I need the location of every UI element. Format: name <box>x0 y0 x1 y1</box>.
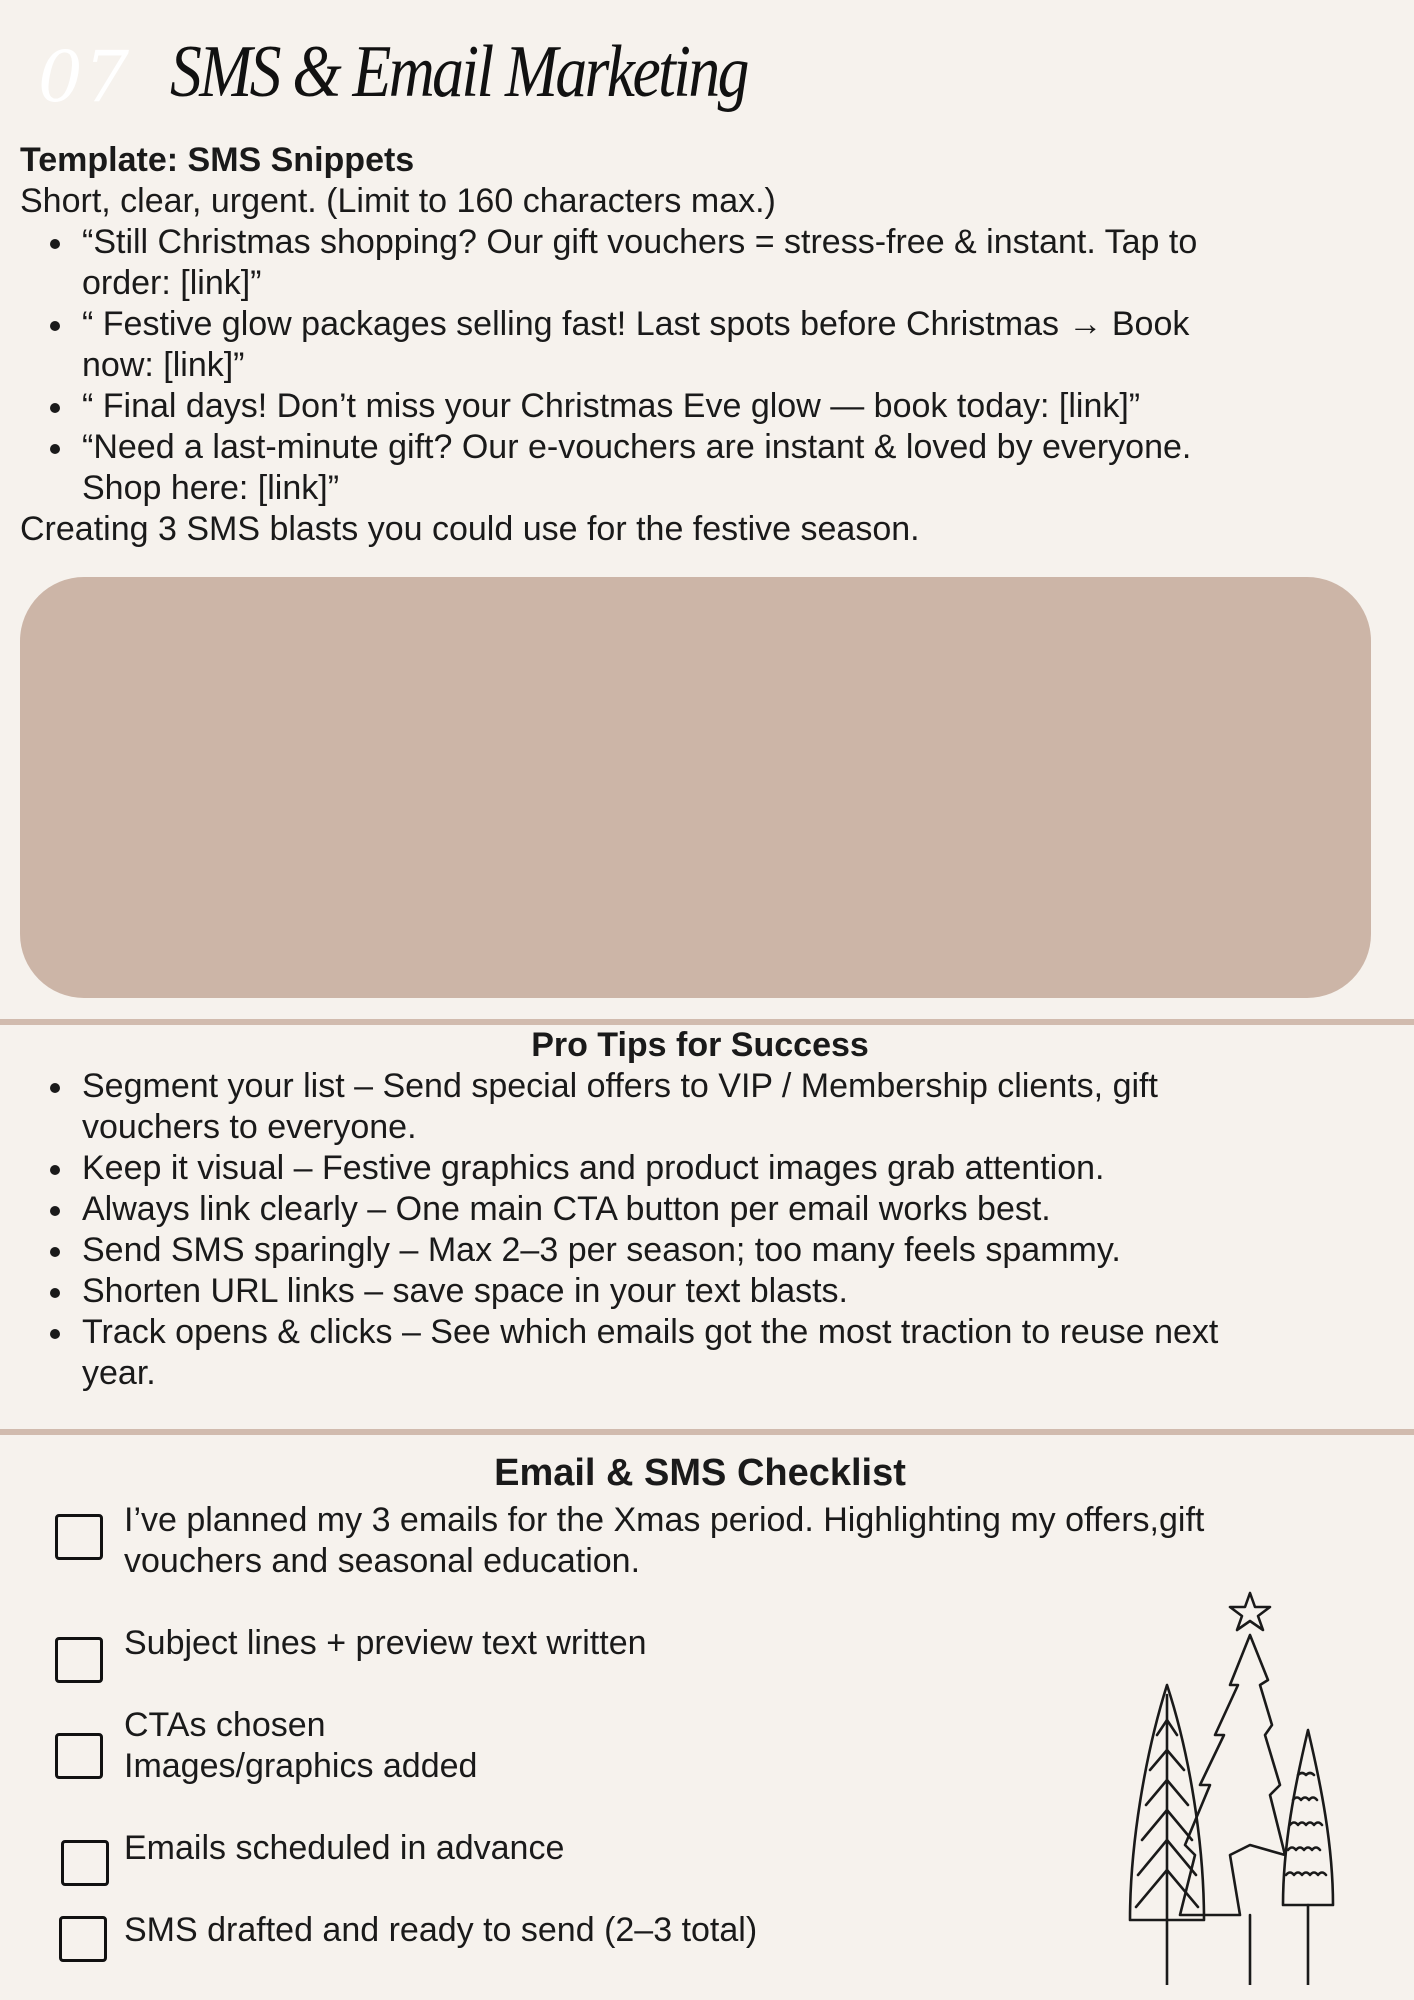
christmas-trees-icon <box>1120 1585 1370 1985</box>
pro-tips-section <box>20 1025 1380 1394</box>
pro-tips-title: Pro Tips for Success <box>531 1026 869 1064</box>
checkbox[interactable] <box>55 1637 103 1683</box>
list-item: “Still Christmas shopping? Our gift vouchers = stress-free & instant. Tap to order: [link]” <box>82 222 1380 304</box>
page-header <box>38 30 1338 130</box>
sms-subheading: Short, clear, urgent. (Limit to 160 characters max.) <box>20 182 776 220</box>
sms-heading: Template: SMS Snippets <box>20 141 415 179</box>
list-item: “ Final days! Don’t miss your Christmas Eve glow — book today: [link]” <box>82 386 1380 427</box>
checkbox[interactable] <box>61 1840 109 1886</box>
list-item: Shorten URL links – save space in your text blasts. <box>82 1271 1380 1312</box>
list-item: “Need a last-minute gift? Our e-vouchers are instant & loved by everyone. Shop here: [link]” <box>82 427 1380 509</box>
list-item: Keep it visual – Festive graphics and product images grab attention. <box>82 1148 1380 1189</box>
list-item: “ Festive glow packages selling fast! Last spots before Christmas → Book now: [link]” <box>82 304 1380 386</box>
sms-snippet-list <box>20 222 1380 509</box>
sms-prompt: Creating 3 SMS blasts you could use for the festive season. <box>20 510 920 548</box>
page-title: SMS & Email Marketing <box>170 31 747 113</box>
checklist-title: Email & SMS Checklist <box>494 1452 906 1494</box>
list-item: Segment your list – Send special offers to VIP / Membership clients, gift vouchers to everyone. <box>82 1066 1380 1148</box>
list-item: Always link clearly – One main CTA button per email works best. <box>82 1189 1380 1230</box>
list-item: Send SMS sparingly – Max 2–3 per season; too many feels spammy. <box>82 1230 1380 1271</box>
checkbox[interactable] <box>55 1733 103 1779</box>
pro-tips-list <box>20 1066 1380 1394</box>
checkbox[interactable] <box>59 1916 107 1962</box>
list-item: Track opens & clicks – See which emails got the most traction to reuse next year. <box>82 1312 1380 1394</box>
sms-writing-area[interactable] <box>20 577 1371 998</box>
checklist-section: Email & SMS Checklist I’ve planned my 3 emails for the Xmas period. Highlighting my offers,gift vouchers and seasonal education. Subject lines + preview text written CTAs chosen Images/graphics added Emails scheduled in advance SMS drafted and ready to send (2–3 total) <box>20 1453 1380 1494</box>
divider <box>0 1429 1414 1435</box>
sms-snippets-section <box>20 140 1380 550</box>
section-number: 07 <box>38 36 132 118</box>
checkbox[interactable] <box>55 1514 103 1560</box>
